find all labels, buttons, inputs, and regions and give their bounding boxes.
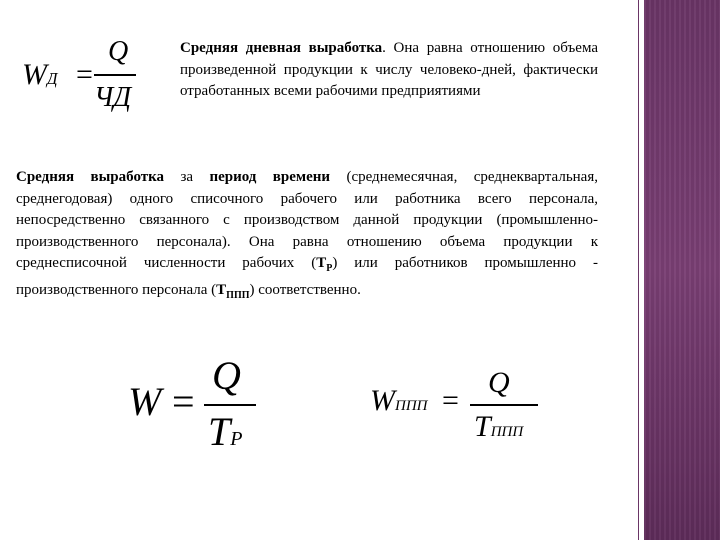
formula-staff-lhs: WППП <box>370 384 428 417</box>
formula-daily-fraction-bar <box>94 74 136 76</box>
formula-daily-denominator: ЧД <box>94 82 132 113</box>
daily-output-paragraph <box>180 38 598 103</box>
symbol-tr: $Т_Р$ <box>316 255 333 274</box>
formula-staff-fraction-bar <box>470 404 538 406</box>
formula-workers-equals: = <box>172 379 195 424</box>
formula-workers-lhs: W <box>128 379 162 424</box>
formula-daily-lhs: WД <box>22 58 58 91</box>
formula-staff-numerator: Q <box>488 366 510 399</box>
accent-divider <box>638 0 639 540</box>
period-output-paragraph <box>16 167 598 306</box>
formula-staff-denominator: TППП <box>474 410 524 443</box>
period-text-1: за <box>164 169 210 185</box>
formula-daily-numerator: Q <box>108 36 129 67</box>
formula-daily-equals: = <box>76 58 93 91</box>
period-output-title-2: период времени <box>209 169 331 185</box>
period-text-4: ) соответственно. <box>249 281 361 298</box>
daily-output-title: Средняя дневная выработка <box>180 40 383 56</box>
period-text-3: ) или работников промышленно - производственного персонала ( <box>16 255 598 298</box>
formula-workers-fraction-bar <box>204 404 256 406</box>
daily-output-text: . Она равна отношению объема произведенной продукции к числу человеко-дней, фактически отработанных всеми рабочими предприятиями <box>180 40 598 99</box>
formula-workers-denominator: TP <box>208 409 243 454</box>
period-output-title: Средняя выработка <box>16 169 165 185</box>
decorative-side-band <box>644 0 720 540</box>
formula-daily-lhs-sub: Д <box>47 69 58 88</box>
formula-staff-equals: = <box>442 384 459 417</box>
symbol-tppp: $Т_{ППП}$ <box>216 281 250 301</box>
period-text-2: (среднемесячная, среднеквартальная, среднегодовая) одного списочного рабочего или работника всего персонала, непосредственно связанного с производством данной продукции (промышленно-производственного персонала). Она равна отношению объема продукции к среднесписочной численности рабочих ( <box>16 169 598 271</box>
formula-workers-numerator: Q <box>212 353 241 398</box>
